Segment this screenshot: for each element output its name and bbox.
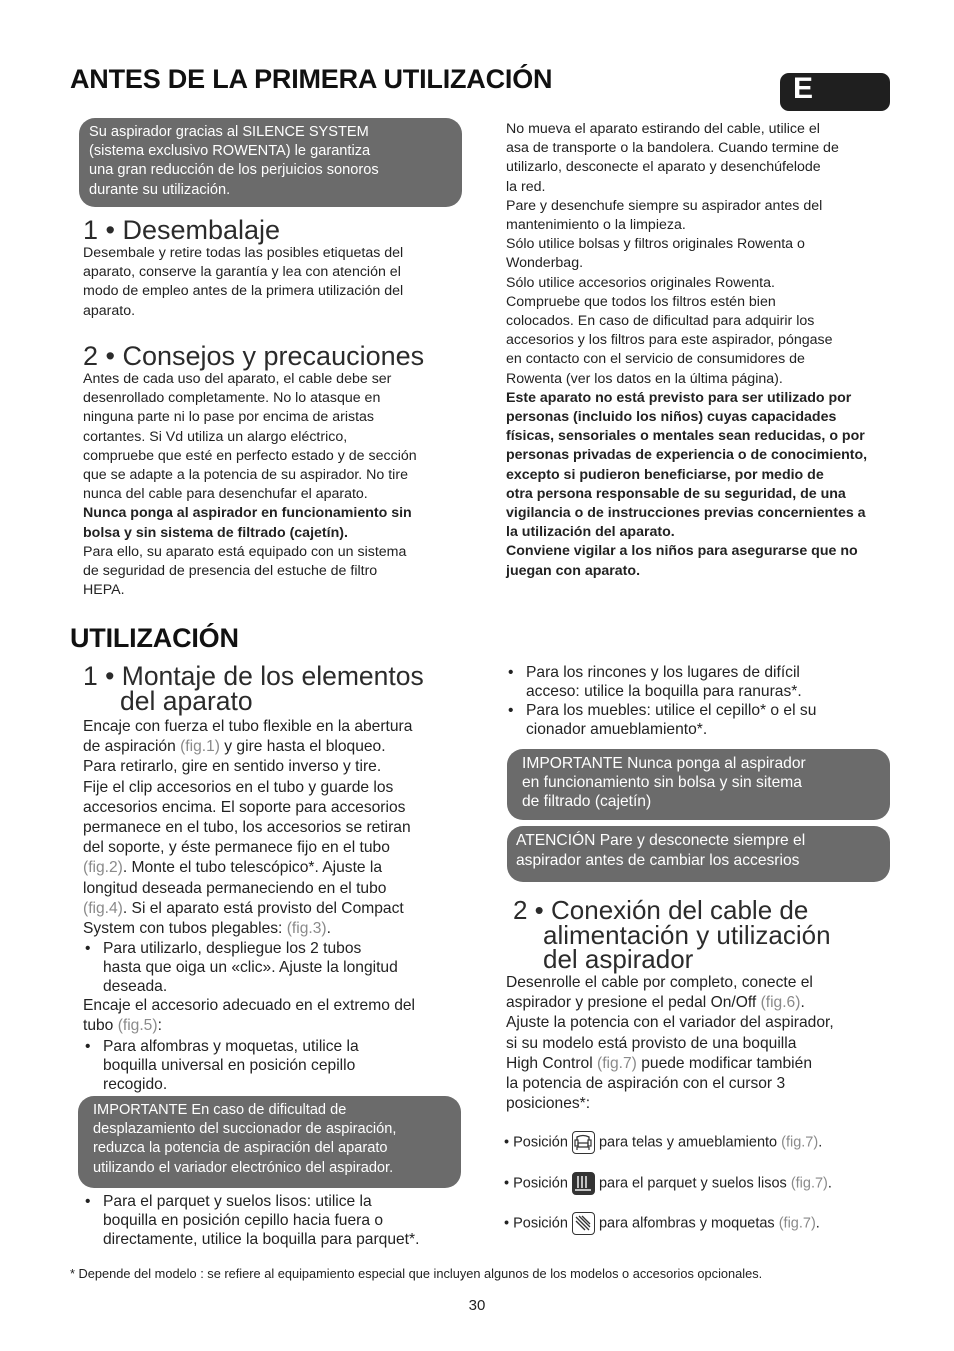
warning-line: Este aparato no está previsto para ser utilizado por [506,389,852,406]
conexion-title-line: 2 • Conexión del cable de [513,895,809,925]
text-line [83,737,468,757]
box-line: de filtrado (cajetín) [522,793,652,811]
text: Desenrolle el cable por completo, conecte el [506,974,813,991]
important-box-variador [78,1096,461,1188]
text: Para utilizarlo, despliegue los 2 tubos [103,940,362,958]
text-line: Sólo utilice bolsas y filtros originales Rowenta o [506,236,805,253]
figure-ref: (fig.7) [790,1175,828,1192]
warning-line: vigilancia o de instrucciones previas concernientes a [506,505,866,522]
text-line: aparato, conserve la garantía y lea con atención el [83,264,401,281]
text: Fije el clip accesorios en el tubo y guarde los [83,778,394,796]
text-line [83,858,468,878]
silence-system-box [79,118,462,207]
text-line: aparato. [83,302,136,319]
conexion-title [513,895,831,974]
important-box-filtrado [507,749,890,820]
text-line [83,717,468,737]
text-line: Antes de cada uso del aparato, el cable debe ser [83,371,392,387]
text: accesorios encima. El soporte para accesorios [83,798,406,816]
warning-line: excepto si pudieron beneficiarse, por medio de [506,466,824,483]
text-line [506,1094,896,1114]
text: Para el parquet y suelos lisos: utilice la [103,1193,372,1210]
text: Encaje el accesorio adecuado en el extremo del [83,997,416,1015]
text-line [83,818,468,838]
position-row [504,1131,822,1154]
text: hasta que oiga un «clic». Ajuste la longitud [103,959,398,977]
text: posiciones*: [506,1095,591,1113]
bullet-parquet: • Para el parquet y suelos lisos: utilice la boquilla en posición cepillo hacia fuera o directamente, utilice la boquilla para parquet*. [85,1193,420,1248]
text: System con tubos plegables: [83,920,287,938]
text: . Si el aparato está provisto del Compact [122,899,404,917]
silence-line: Su aspirador gracias al SILENCE SYSTEM [89,124,369,140]
atencion-box [507,826,890,882]
box-line: aspirador antes de cambiar los accesrios [516,851,800,869]
text-line: la red. [506,178,546,195]
text: directamente, utilice la boquilla para parquet*. [103,1231,420,1248]
text: : [157,1017,162,1035]
text: Encaje con fuerza el tubo flexible en la abertura [83,718,413,735]
right-bullets: • Para los rincones y los lugares de difícil acceso: utilice la boquilla para ranuras*. • Para los muebles: utilice el cepillo* o el su cionador amueblamiento*. [508,664,817,738]
text-line [83,879,468,899]
montaje-title [83,661,424,716]
text: si su modelo está provisto de una boquilla [506,1034,797,1052]
language-tab [780,73,890,111]
box-line: en funcionamiento sin bolsa y sin sitema [522,774,802,792]
text-line: Para ello, su aparato está equipado con un sistema [83,543,407,560]
text-line: Sólo utilice accesorios originales Rowenta. [506,274,775,291]
bullet-item: • Para utilizarlo, despliegue los 2 tubos hasta que oiga un «clic». Ajuste la longitud deseada. [85,940,398,996]
position-label: • Posición [504,1134,568,1151]
text: boquilla en posición cepillo hacia fuera o [103,1212,384,1229]
figure-ref: (fig.3) [286,920,327,938]
figure-ref: (fig.7) [781,1134,819,1151]
text: la potencia de aspiración con el cursor 3 [506,1075,786,1093]
text: . Monte el tubo telescópico*. Ajuste la [122,859,383,877]
text-line: nunca del cable para desenchufar el aparato. [83,486,368,503]
utilizacion-title: UTILIZACIÓN [70,623,239,653]
text: recogido. [103,1075,168,1093]
section-desembalaje-title: 1 • Desembalaje [83,215,281,245]
warning-line: bolsa y sin sistema de filtrado (cajetín). [83,524,348,541]
text: tubo [83,1017,118,1035]
text-line [83,919,468,939]
language-tab-label: E [793,72,814,105]
text: y gire hasta el bloqueo. [219,738,386,756]
text-line: en contacto con el servicio de consumidores de [506,351,805,368]
figure-ref: (fig.5) [117,1017,158,1035]
text: puede modificar también [636,1054,812,1072]
warning-line: Nunca ponga al aspirador en funcionamiento sin [83,505,412,522]
text: boquilla universal en posición cepillo [103,1056,356,1074]
text: permanece en el tubo, los accesorios se retiran [83,819,411,837]
text: aspirador y presione el pedal On/Off [506,994,761,1012]
conexion-title-line: del aspirador [543,944,694,974]
text-line [83,798,468,818]
text-line: HEPA. [83,582,125,599]
box-line: reduzca la potencia de aspiración del aparato [93,1140,388,1157]
text-line: No mueva el aparato estirando del cable, utilice el [506,121,820,137]
figure-ref: (fig.4) [83,899,123,917]
montaje-text [83,717,468,1094]
text-line [506,1054,896,1074]
carpet-nozzle-icon [572,1212,595,1235]
armchair-icon [572,1131,595,1154]
text-line: cortantes. Si Vd utiliza un alargo eléctrico, [83,428,348,445]
text: . [800,994,805,1012]
text: de aspiración [83,738,181,756]
figure-ref: (fig.6) [760,994,801,1012]
text-line [506,993,896,1013]
warning-line: personas (incluido los niños) cuyas capacidades [506,409,837,426]
text-line: que se adapte a la potencia de su aspirador. No tire [83,467,408,484]
text-line: modo de empleo antes de la primera utilización del [83,283,404,300]
text-line [506,1034,896,1054]
text: Para retirarlo, gire en sentido inverso y tire. [83,758,382,776]
text-line: compruebe que esté en perfecto estado y de sección [83,447,417,464]
text-line [83,778,468,798]
position-label: • Posición [504,1175,568,1192]
text-line [83,757,468,777]
text-line: Desembale y retire todas las posibles etiquetas del [83,245,404,261]
warning-line: físicas, sensoriales o mentales sean reducidas, o por [506,428,865,445]
section-desembalaje-text [83,244,463,321]
text-line: Rowenta (ver los datos en la última página). [506,370,783,387]
text: . [827,1175,832,1192]
warning-line: personas privadas de experiencia o de conocimiento, [506,447,868,464]
figure-ref: (fig.1) [180,738,220,756]
box-line: desplazamiento del succionador de aspiración, [93,1121,397,1138]
position-row [504,1212,820,1235]
text: del soporte, y éste permanece fijo en el tubo [83,839,390,857]
text-line: ninguna parte ni lo pase por encima de aristas [83,409,375,426]
box-line: IMPORTANTE En caso de dificultad de [93,1102,347,1118]
safety-instructions-text [506,120,896,581]
bullet-item: • Para alfombras y moquetas, utilice la boquilla universal en posición cepillo recogido. [85,1037,359,1093]
parquet-brush-icon [572,1172,595,1195]
text-line: utilizarlo, desconecte el aparato y desenchúfelode [506,159,821,176]
text-line [83,996,468,1016]
section-consejos-title: 2 • Consejos y precauciones [83,341,425,371]
warning-line: juegan con aparato. [506,562,641,579]
text: . [818,1134,823,1151]
text: Ajuste la potencia con el variador del aspirador, [506,1014,834,1032]
montaje-title-line: 1 • Montaje de los elementos [83,661,424,691]
text-line [506,1074,896,1094]
page-number: 30 [468,1297,486,1314]
text-line: Pare y desenchufe siempre su aspirador antes del [506,197,823,214]
text-line: Compruebe que todos los filtros estén bien [506,293,776,310]
position-text: para el parquet y suelos lisos [598,1175,791,1192]
silence-line: (sistema exclusivo ROWENTA) le garantiza [89,143,371,160]
montaje-title-line: del aparato [120,686,253,716]
text: cionador amueblamiento*. [526,721,708,738]
text-line: colocados. En caso de dificultad para adquirir los [506,313,815,330]
text-line [83,838,468,858]
text-line: accesorios y los filtros para este aspirador, póngase [506,332,833,349]
text: Para alfombras y moquetas, utilice la [103,1037,359,1055]
text: acceso: utilice la boquilla para ranuras*. [526,683,802,700]
position-text: para alfombras y moquetas [598,1215,779,1232]
text: Para los muebles: utilice el cepillo* o el su [526,702,817,719]
figure-ref: (fig.7) [778,1215,816,1232]
text: High Control [506,1054,598,1072]
position-label: • Posición [504,1215,568,1232]
figure-ref: (fig.2) [83,859,123,877]
figure-ref: (fig.7) [597,1054,637,1072]
text-line [506,973,896,993]
position-text: para telas y amueblamiento [598,1134,782,1151]
text-line [506,1013,896,1033]
text-line: desenrollado completamente. No lo atasque en [83,390,381,407]
silence-line: una gran reducción de los perjuicios sonoros [89,162,379,179]
box-line: utilizando el variador electrónico del aspirador. [93,1159,394,1176]
warning-line: otra persona responsable de su seguridad, de una [506,485,846,502]
box-line: ATENCIÓN Pare y desconecte siempre el [516,832,806,849]
footnote: * Depende del modelo : se refiere al equipamiento especial que incluyen algunos de los modelos o accesorios opcionales. [70,1266,763,1281]
warning-line: la utilización del aparato. [506,524,675,541]
conexion-text [506,973,896,1114]
text-line: Wonderbag. [506,255,584,272]
text: . [326,920,331,938]
text: deseada. [103,978,168,996]
text-line [83,1016,468,1036]
conexion-title-line: alimentación y utilización [543,919,831,950]
silence-line: durante su utilización. [89,181,231,198]
section-consejos-text [83,370,468,600]
text: longitud deseada permaneciendo en el tubo [83,879,387,897]
text-line [83,899,468,919]
warning-line: Conviene vigilar a los niños para asegurarse que no [506,543,858,560]
text: Para los rincones y los lugares de difícil [526,664,800,681]
position-row [504,1172,832,1195]
text-line: de seguridad de presencia del estuche de filtro [83,563,378,580]
page-title: ANTES DE LA PRIMERA UTILIZACIÓN [70,64,553,94]
box-line: IMPORTANTE Nunca ponga al aspirador [522,755,806,772]
text-line: mantenimiento o la limpieza. [506,217,686,234]
text-line: asa de transporte o la bandolera. Cuando termine de [506,140,839,157]
text: . [815,1215,820,1232]
